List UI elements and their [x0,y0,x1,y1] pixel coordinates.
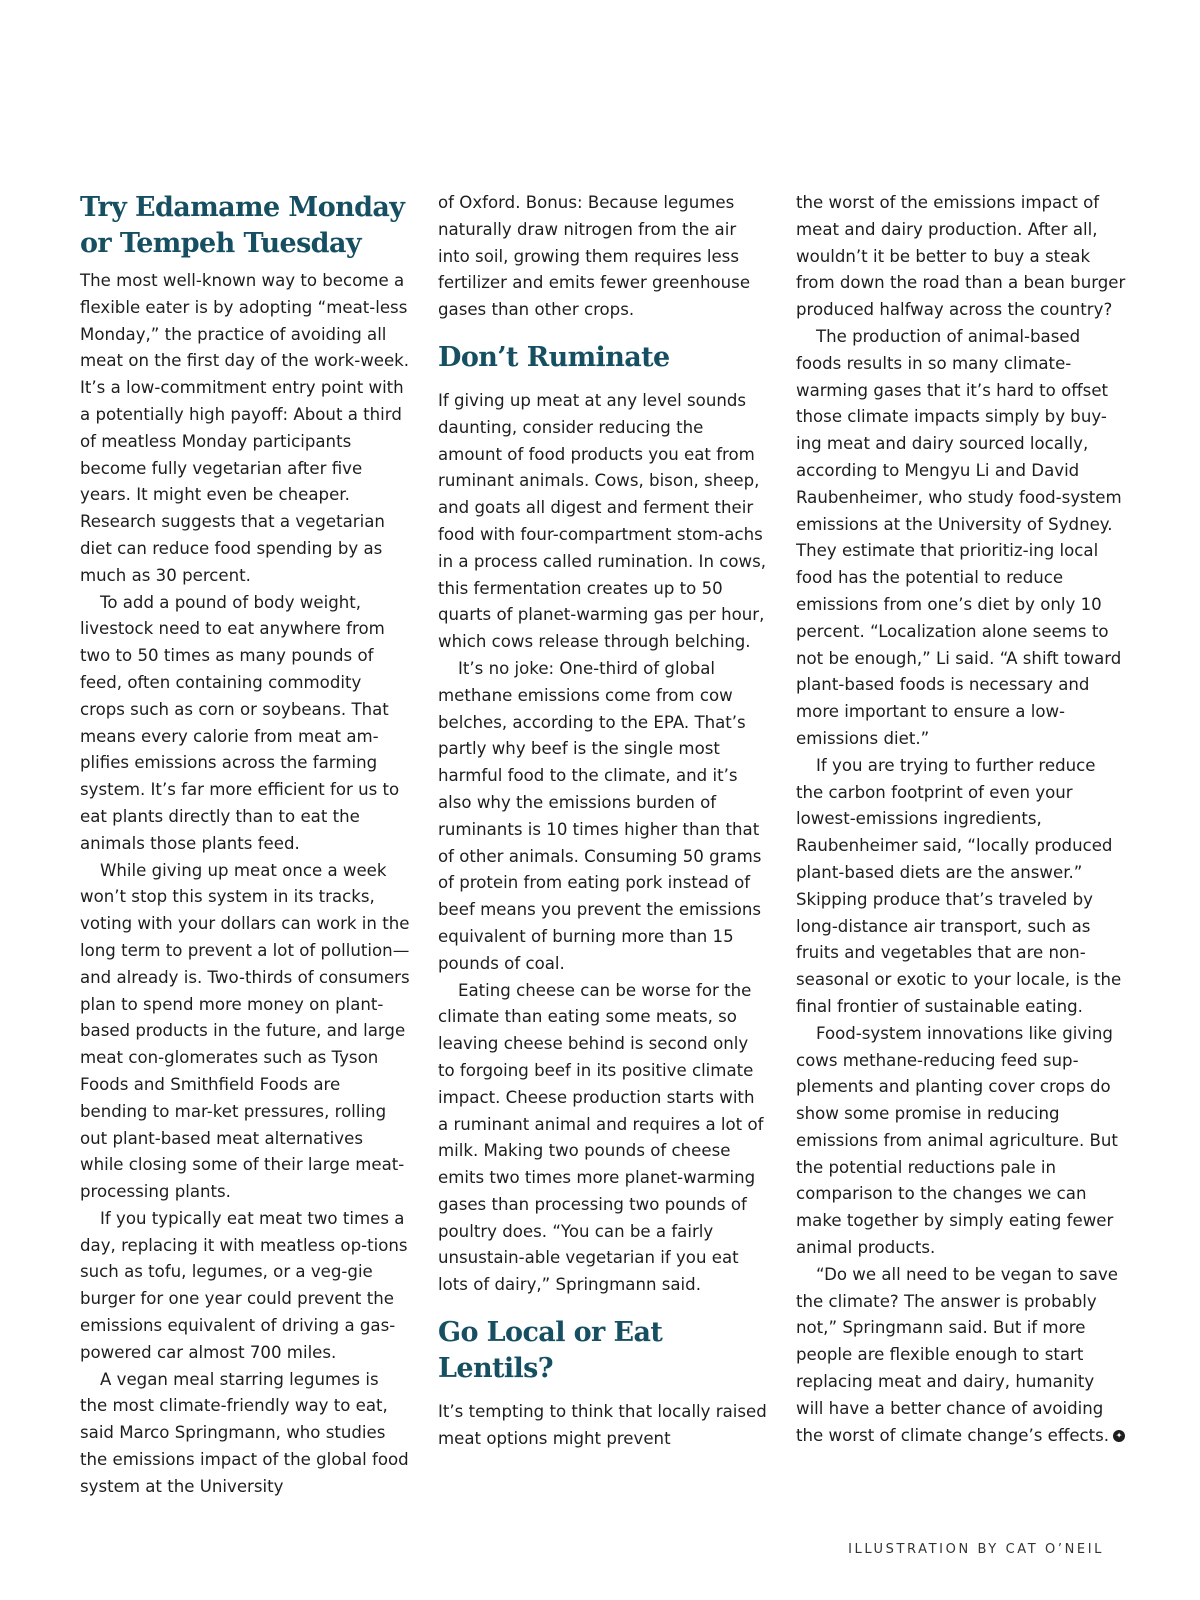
paragraph: To add a pound of body weight, livestock need to eat anywhere from two to 50 times as many pounds of feed, often containing commodity crops such as corn or soybeans. That means every calorie from meat am-plifies emissions across the farming system. It’s far more efficient for us to eat plants directly than to eat the animals those plants feed. [80,592,400,853]
paragraph: If you are trying to further reduce the carbon footprint of even your lowest-emissions ingredients, Raubenheimer said, “locally produced plant-based diets are the answer.” Skipping produce that’s traveled by long-distance air transport, such as fruits and vegetables that are non-seasonal or exotic to your locale, is the final frontier of sustainable eating. [796,755,1122,1016]
end-mark-icon: ✦ [1113,1430,1125,1442]
paragraph: The production of animal-based foods results in so many climate-warming gases that it’s hard to offset those climate impacts simply by buy-ing meat and dairy sourced locally, according to Mengyu Li and David Raubenheimer, who study food-system emissions at the University of Sydney. They estimate that prioritiz-ing local food has the potential to reduce emissions from one’s diet by only 10 percent. “Localization alone seems to not be enough,” Li said. “A shift toward plant-based foods is necessary and more important to ensure a low-emissions diet.” [796,326,1122,748]
paragraph: of Oxford. Bonus: Because legumes naturally draw nitrogen from the air into soil, growing them requires less fertilizer and emits fewer greenhouse gases than other crops. [438,193,751,320]
section-heading-dont-ruminate: Don’t Ruminate [438,341,670,373]
paragraph-final [796,1262,1126,1450]
section-heading-try-edamame: Try Edamame Monday or Tempeh Tuesday [80,192,405,259]
paragraph: the worst of the emissions impact of meat and dairy production. After all, wouldn’t it be better to buy a steak from down the road than a bean burger produced halfway across the country? [796,193,1126,320]
paragraph-final-text: “Do we all need to be vegan to save the climate? The answer is probably not,” Springmann said. But if more people are flexible enough to start replacing meat and dairy, humanity will have a better chance of avoiding the worst of climate change’s effects. [796,1264,1119,1445]
paragraph: A vegan meal starring legumes is the most climate-friendly way to eat, said Marco Springmann, who studies the emissions impact of the global food system at the University [80,1369,409,1496]
paragraph: If you typically eat meat two times a day, replacing it with meatless op-tions such as tofu, legumes, or a veg-gie burger for one year could prevent the emissions equivalent of driving a gas-powered car almost 700 miles. [80,1208,408,1362]
paragraph: The most well-known way to become a flexible eater is by adopting “meat-less Monday,” the practice of avoiding all meat on the first day of the work-week. It’s a low-commitment entry point with a potentially high payoff: About a third of meatless Monday participants become fully vegetarian after five years. It might even be cheaper. Research suggests that a vegetarian diet can reduce food spending by as much as 30 percent. [80,271,410,585]
paragraph: It’s tempting to think that locally raised meat options might prevent [438,1402,767,1448]
paragraph: Food-system innovations like giving cows methane-reducing feed sup-plements and planting cover crops do show some promise in reducing emissions from animal agriculture. But the potential reductions pale in comparison to the changes we can make together by simply eating fewer animal products. [796,1023,1118,1258]
article-column-3 [796,190,1126,1449]
illustration-credit: ILLUSTRATION BY CAT O’NEIL [848,1542,1104,1557]
paragraph: Eating cheese can be worse for the climate than eating some meats, so leaving cheese behind is second only to forgoing beef in its positive climate impact. Cheese production starts with a ruminant animal and requires a lot of milk. Making two pounds of cheese emits two times more planet-warming gases than processing two pounds of poultry does. “You can be a fairly unsustain-able vegetarian if you eat lots of dairy,” Springmann said. [438,980,764,1295]
section-heading-go-local: Go Local or Eat Lentils? [438,1317,663,1385]
article-column-2 [438,190,768,1453]
article-column-1 [80,190,410,1501]
paragraph: If giving up meat at any level sounds daunting, consider reducing the amount of food products you eat from ruminant animals. Cows, bison, sheep, and goats all digest and ferment their food with four-compartment stom-achs in a process called rumination. In cows, this fermentation creates up to 50 quarts of planet-warming gas per hour, which cows release through belching. [438,390,767,652]
paragraph: It’s no joke: One-third of global methane emissions come from cow belches, according to the EPA. That’s partly why beef is the single most harmful food to the climate, and it’s also why the emissions burden of ruminants is 10 times higher than that of other animals. Consuming 50 grams of protein from eating pork instead of beef means you prevent the emissions equivalent of burning more than 15 pounds of coal. [438,658,762,973]
paragraph: While giving up meat once a week won’t stop this system in its tracks, voting with your dollars can work in the long term to prevent a lot of pollution—and already is. Two-thirds of consumers plan to spend more money on plant-based products in the future, and large meat con-glomerates such as Tyson Foods and Smithfield Foods are bending to mar-ket pressures, rolling out plant-based meat alternatives while closing some of their large meat-processing plants. [80,860,410,1202]
